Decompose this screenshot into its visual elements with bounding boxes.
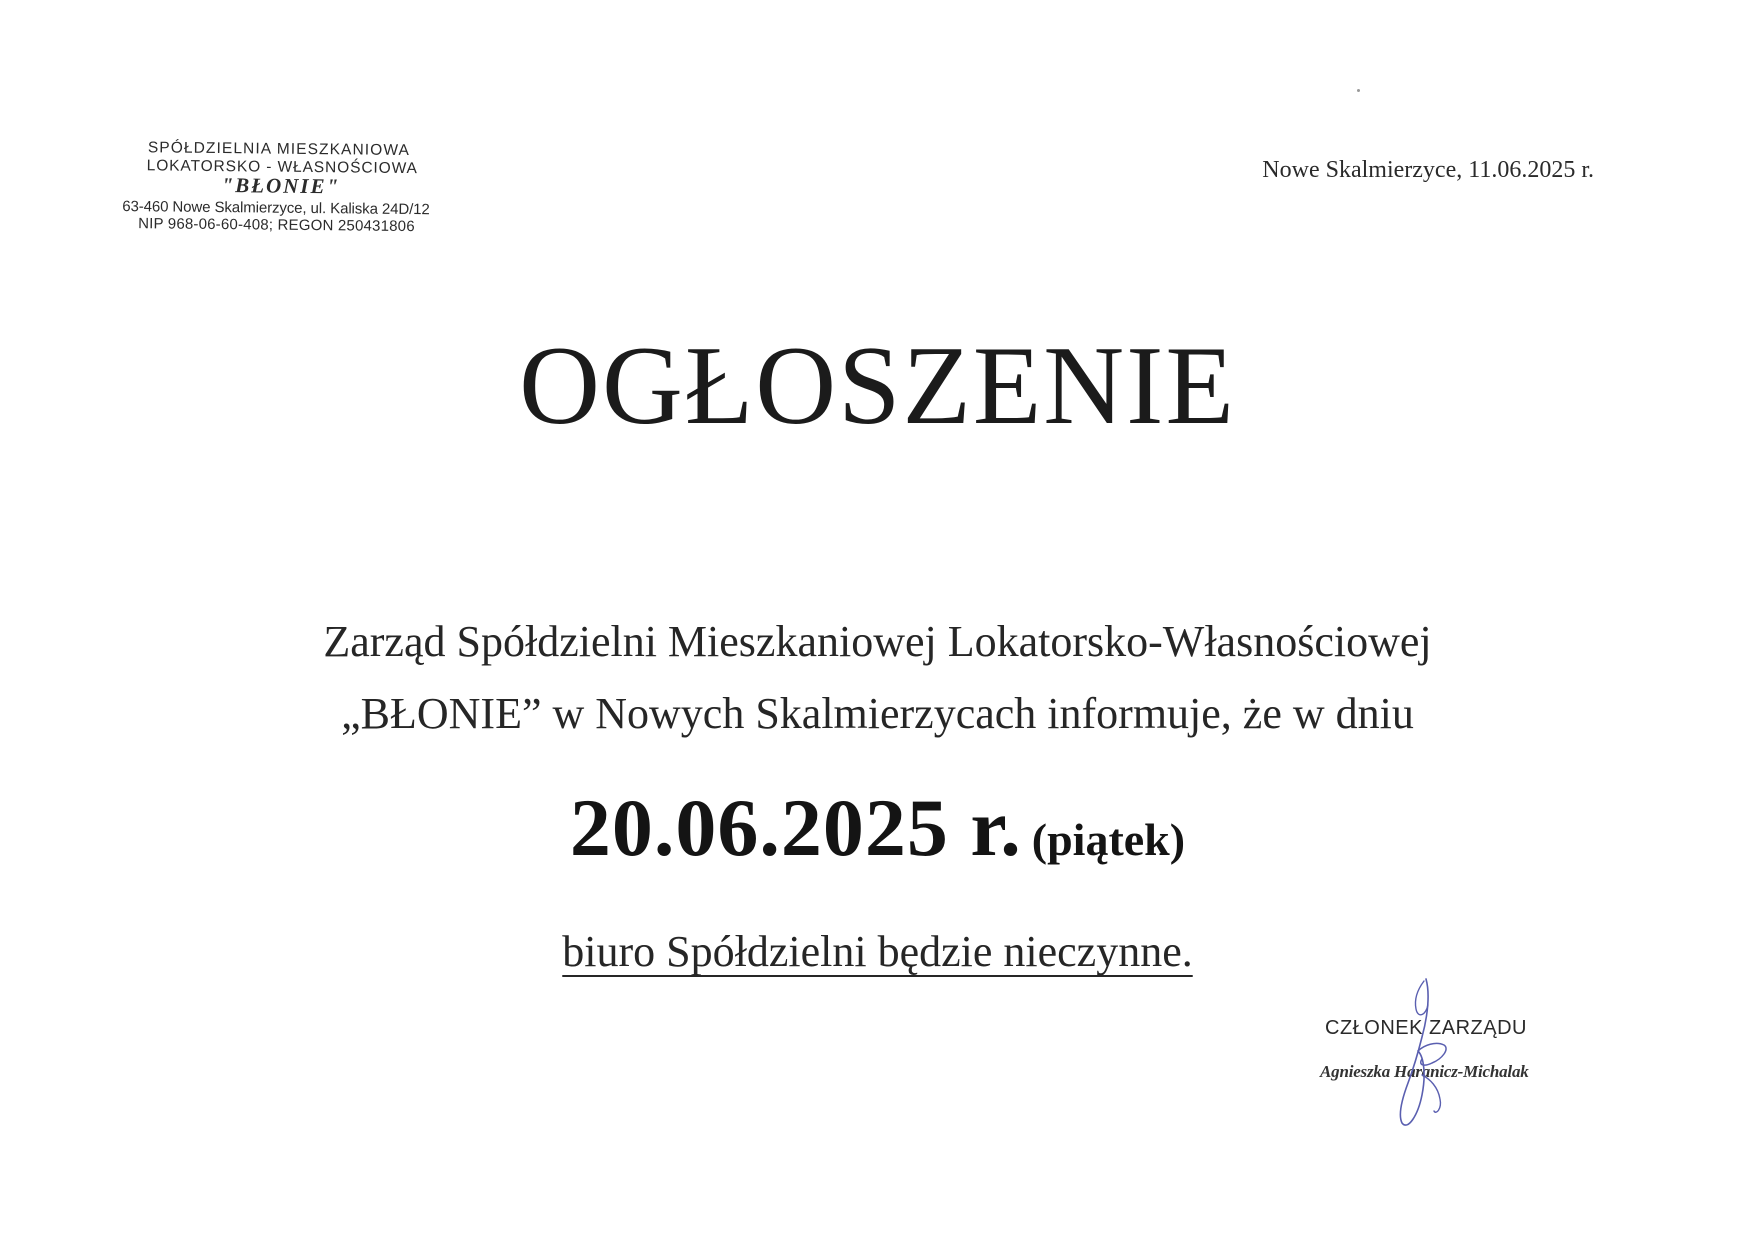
organization-stamp <box>121 140 482 235</box>
signatory-name: Agnieszka Haranicz-Michalak <box>1320 1062 1529 1081</box>
signatory-role: CZŁONEK ZARZĄDU <box>1325 1017 1527 1039</box>
closure-date: 20.06.2025 r. <box>569 782 1022 873</box>
stamp-tax-ids: NIP 968-06-60-408; REGON 250431806 <box>138 215 415 236</box>
stamp-line-1: SPÓŁDZIELNIA MIESZKANIOWA <box>147 139 411 160</box>
document-title: OGŁOSZENIE <box>519 324 1236 448</box>
place-and-date: Nowe Skalmierzyce, 11.06.2025 r. <box>1262 157 1594 183</box>
body-line-1: Zarząd Spółdzielni Mieszkaniowej Lokatorsko-Własnościowej <box>323 617 1432 666</box>
stamp-line-2: LOKATORSKO - WŁASNOŚCIOWA <box>146 156 418 177</box>
closing-statement <box>0 927 1755 976</box>
body-line-2: „BŁONIE” w Nowych Skalmierzycach informuje, że w dniu <box>341 689 1414 738</box>
handwritten-signature <box>1378 975 1468 1145</box>
stamp-organization-name: "BŁONIE" <box>221 173 341 199</box>
scan-speck <box>1357 89 1360 92</box>
closing-statement-text: biuro Spółdzielni będzie nieczynne. <box>562 927 1193 976</box>
closure-weekday: (piątek) <box>1031 814 1186 865</box>
closure-date-line <box>0 782 1755 873</box>
stamp-address: 63-460 Nowe Skalmierzyce, ul. Kaliska 24D/12 <box>122 198 430 219</box>
